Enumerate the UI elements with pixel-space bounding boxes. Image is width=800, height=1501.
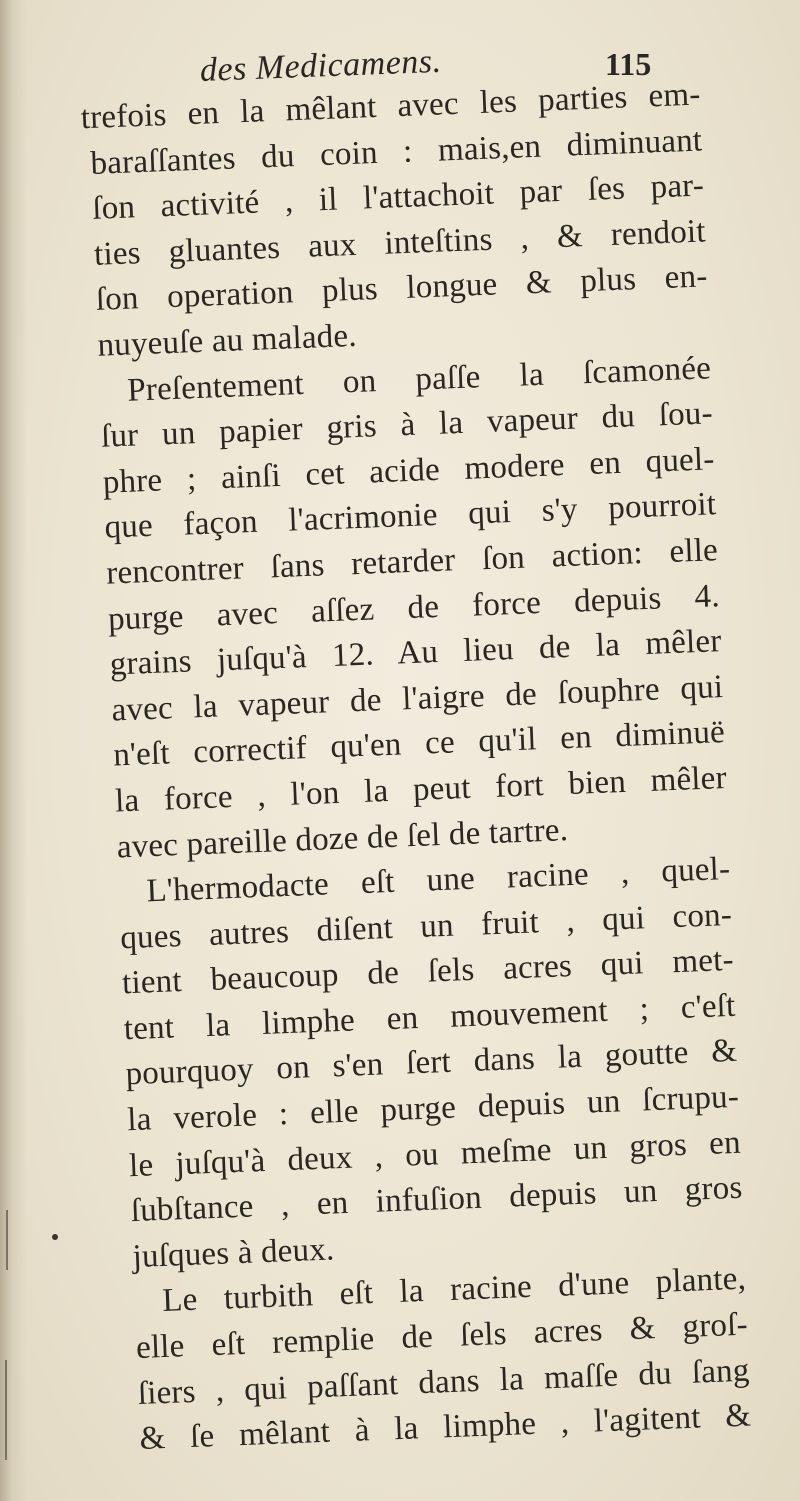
- text-line: ſiers , qui paſſant dans la maſſe du ſang: [137, 1352, 751, 1412]
- text-line: rencontrer ſans retarder ſon action: elle: [105, 532, 719, 592]
- text-line: tent la limphe en mouvement ; c'eſt: [123, 987, 737, 1048]
- text-line: ſubſtance , en infuſion depuis un gros: [130, 1169, 744, 1230]
- text-line: purge avec aſſez de force depuis 4.: [107, 577, 721, 638]
- margin-dot: [52, 1234, 58, 1240]
- body-text: [80, 73, 752, 1463]
- text-line: tient beaucoup de ſels acres qui met-: [121, 942, 735, 1002]
- text-line: avec la vapeur de l'aigre de ſouphre qui: [110, 668, 724, 729]
- text-line: la force , l'on la peut fort bien mêler: [114, 759, 728, 820]
- paragraph-start-line: Le turbith eſt la racine d'une plante,: [161, 1261, 747, 1320]
- margin-mark: [5, 1360, 7, 1460]
- text-line: ties gluantes aux inteſtins , & rendoit: [93, 213, 707, 273]
- text-line: avec pareille doze de ſel de tartre.: [116, 811, 569, 865]
- text-line: ſon operation plus longue & plus en-: [95, 258, 709, 319]
- text-line: grains juſqu'à 12. Au lieu de la mêler: [109, 623, 723, 683]
- text-line: phre ; ainſi cet acide modere en quel-: [102, 440, 716, 501]
- text-line: pourquoy on s'en ſert dans la goutte &: [124, 1033, 738, 1093]
- margin-mark: [6, 1210, 8, 1270]
- text-line: baraſſantes du coin : mais,en diminuant: [89, 122, 703, 182]
- binding-gutter: [0, 0, 28, 1501]
- paragraph-start-line: L'hermodacte eſt une racine , quel-: [145, 851, 731, 910]
- text-line: & ſe mêlant à la limphe , l'agitent &: [138, 1397, 752, 1458]
- text-line: que façon l'acrimonie qui s'y pourroit: [103, 486, 717, 547]
- text-line: ſur un papier gris à la vapeur du ſou-: [100, 395, 714, 455]
- text-line: nuyeuſe au malade.: [96, 317, 358, 364]
- text-line: juſques à deux.: [131, 1231, 336, 1275]
- page-number: 115: [605, 46, 652, 82]
- running-title: des Medicamens.: [199, 42, 443, 89]
- text-line: ſon activité , il l'attachoit par ſes par-: [91, 167, 705, 228]
- text-line: n'eſt correctif qu'en ce qu'il en diminuë: [112, 714, 726, 774]
- text-line: ques autres diſent un fruit , qui con-: [119, 896, 733, 957]
- paragraph-start-line: Preſentement on paſſe la ſcamonée: [126, 349, 712, 409]
- text-line: le juſqu'à deux , ou meſme un gros en: [128, 1124, 742, 1184]
- text-line: la verole : elle purge depuis un ſcrupu-: [126, 1078, 740, 1139]
- text-line: trefois en la mêlant avec les parties em-: [80, 76, 702, 137]
- text-line: elle eſt remplie de ſels acres & groſ-: [135, 1306, 749, 1367]
